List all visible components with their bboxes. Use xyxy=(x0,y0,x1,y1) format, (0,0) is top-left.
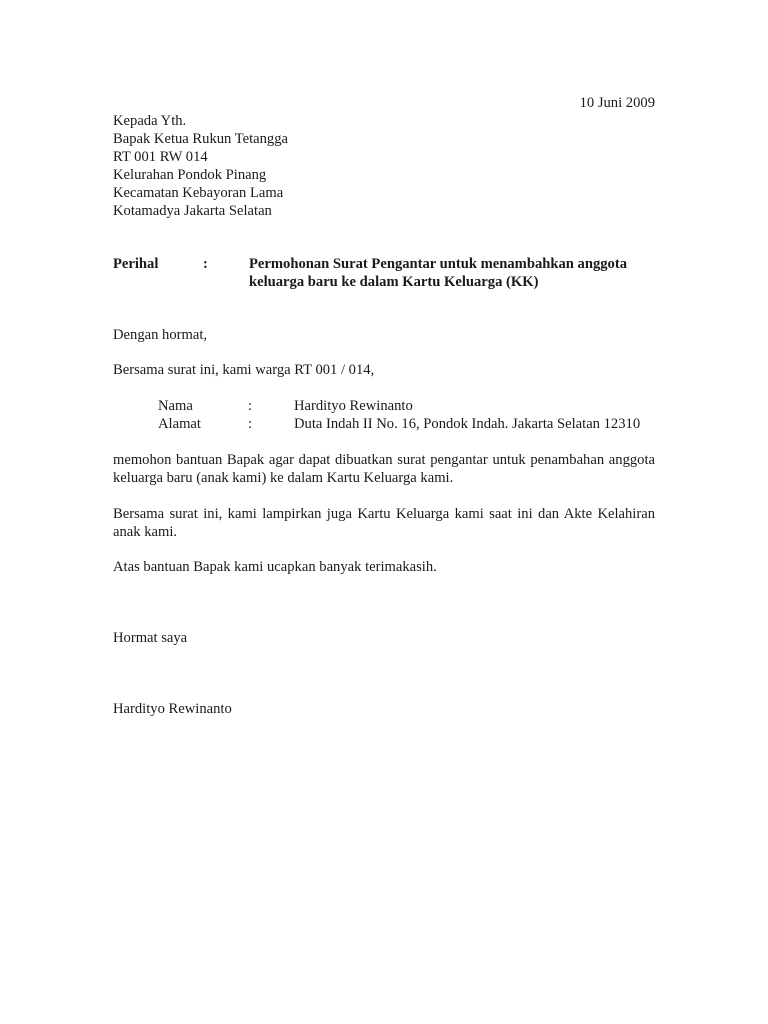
subject-line-2: keluarga baru ke dalam Kartu Keluarga (KK) xyxy=(249,274,539,290)
signature-name: Hardityo Rewinanto xyxy=(113,701,232,717)
subject-label: Perihal xyxy=(113,256,159,272)
field-colon-nama: : xyxy=(248,398,253,414)
recipient-line-1: Kepada Yth. xyxy=(113,113,187,129)
letter-date: 10 Juni 2009 xyxy=(579,95,655,111)
subject-colon: : xyxy=(203,256,208,272)
recipient-line-5: Kecamatan Kebayoran Lama xyxy=(113,185,284,201)
body-paragraph-3: Atas bantuan Bapak kami ucapkan banyak terimakasih. xyxy=(113,559,437,575)
intro-text: Bersama surat ini, kami warga RT 001 / 014, xyxy=(113,362,375,378)
field-label-alamat: Alamat xyxy=(158,416,201,432)
recipient-line-6: Kotamadya Jakarta Selatan xyxy=(113,203,272,219)
field-colon-alamat: : xyxy=(248,416,253,432)
recipient-line-2: Bapak Ketua Rukun Tetangga xyxy=(113,131,289,147)
body-paragraph-2: Bersama surat ini, kami lampirkan juga Kartu Keluarga kami saat ini dan Akte Kelahiran anak kami. xyxy=(113,506,655,540)
closing: Hormat saya xyxy=(113,630,188,646)
field-label-nama: Nama xyxy=(158,398,193,414)
field-value-alamat: Duta Indah II No. 16, Pondok Indah. Jakarta Selatan 12310 xyxy=(294,416,641,432)
subject-line-1: Permohonan Surat Pengantar untuk menambahkan anggota xyxy=(249,256,628,272)
greeting: Dengan hormat, xyxy=(113,327,208,343)
recipient-line-4: Kelurahan Pondok Pinang xyxy=(113,167,267,183)
body-paragraph-1: memohon bantuan Bapak agar dapat dibuatkan surat pengantar untuk penambahan anggota keluarga baru (anak kami) ke dalam Kartu Keluarga kami. xyxy=(113,452,655,486)
field-value-nama: Hardityo Rewinanto xyxy=(294,398,413,414)
recipient-line-3: RT 001 RW 014 xyxy=(113,149,208,165)
